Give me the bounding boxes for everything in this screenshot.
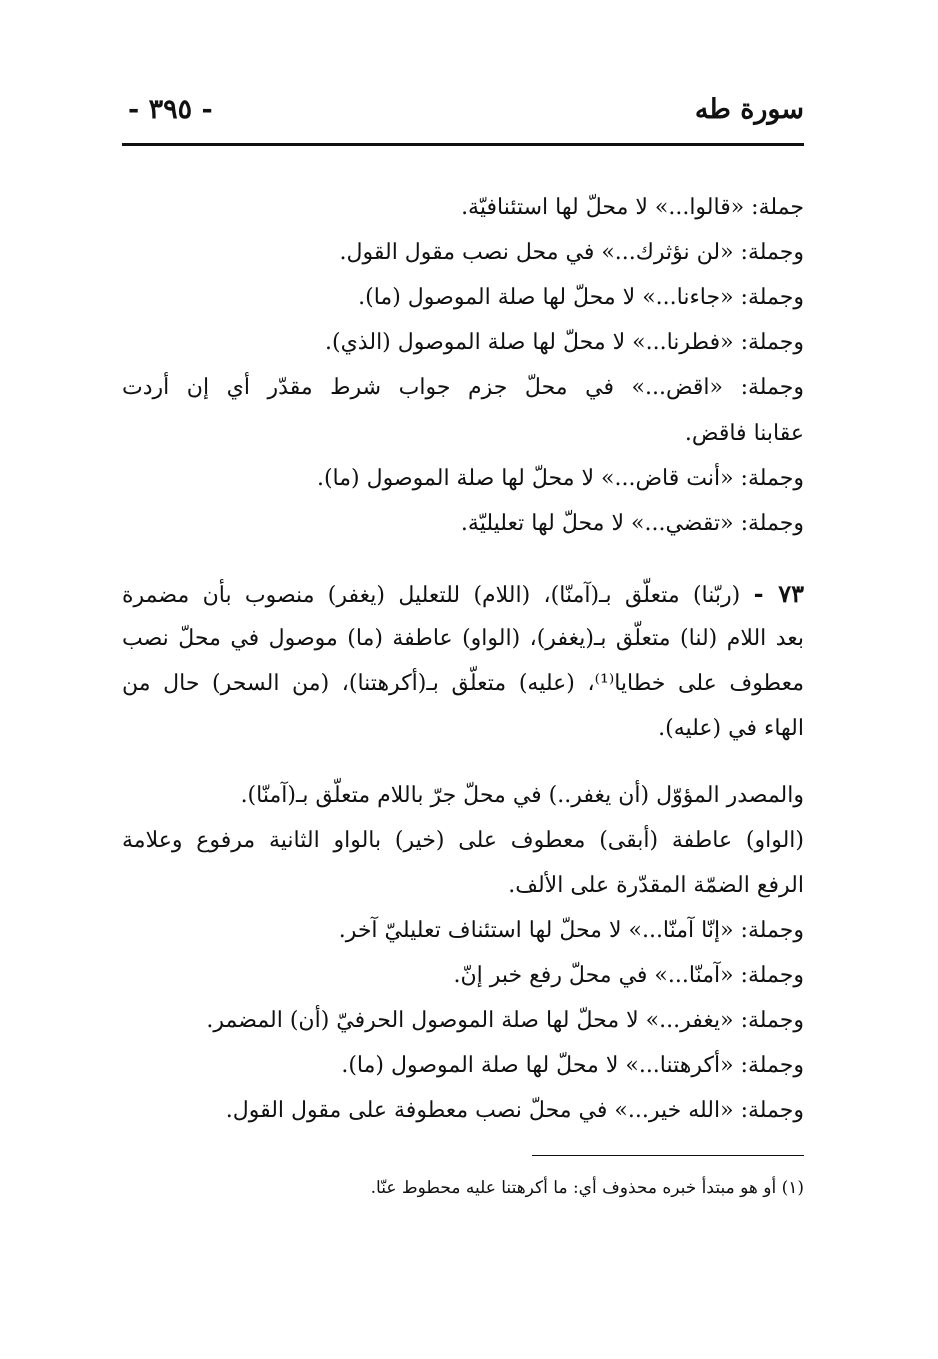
page-number: - ٣٩٥ - — [128, 94, 213, 125]
text-line: وجملة: «أنت قاض...» لا محلّ لها صلة الموصول (ما). — [316, 466, 804, 491]
text-line: وجملة: «تقضي...» لا محلّ لها تعليليّة. — [460, 511, 804, 536]
surah-title: سورة طه — [694, 94, 804, 125]
text-line: وجملة: «اقض...» في محلّ جزم جواب شرط مقدّر أي إن أردت — [122, 375, 804, 400]
text-line: وجملة: «إنّا آمنّا...» لا محلّ لها استئناف تعليليّ آخر. — [338, 918, 804, 943]
text-line: بعد اللام (لنا) متعلّق بـ(يغفر)، (الواو) عاطفة (ما) موصول في محلّ نصب — [122, 626, 804, 651]
text-line: وجملة: «أكرهتنا...» لا محلّ لها صلة الموصول (ما). — [341, 1053, 804, 1078]
page-header — [122, 94, 804, 134]
text-line: وجملة: «آمنّا...» في محلّ رفع خبر إنّ. — [453, 963, 804, 988]
text-line: الرفع الضمّة المقدّرة على الألف. — [508, 873, 804, 898]
text-line: (الواو) عاطفة (أبقى) معطوف على (خير) بالواو الثانية مرفوع وعلامة — [122, 828, 804, 853]
header-rule — [122, 143, 804, 146]
text-line: والمصدر المؤوّل (أن يغفر..) في محلّ جرّ باللام متعلّق بـ(آمنّا). — [240, 783, 804, 808]
verse-number: ٧٣ - — [753, 579, 805, 608]
text-line: عقابنا فاقض. — [684, 421, 804, 446]
footnote-rule — [532, 1155, 804, 1156]
text-line: جملة: «قالوا...» لا محلّ لها استئنافيّة. — [461, 195, 804, 220]
text-line: وجملة: «الله خير...» في محلّ نصب معطوفة على مقول القول. — [225, 1098, 804, 1123]
text-line: الهاء في (عليه). — [658, 716, 804, 741]
verse-text: (ربّنا) متعلّق بـ(آمنّا)، (اللام) للتعليل (يغفر) منصوب بأن مضمرة — [122, 583, 741, 608]
text-line: معطوف على خطايا⁽¹⁾، (عليه) متعلّق بـ(أكرهتنا)، (من السحر) حال من — [122, 671, 804, 696]
text-line: وجملة: «فطرنا...» لا محلّ لها صلة الموصول (الذي). — [325, 330, 804, 355]
footnote: (١) أو هو مبتدأ خبره محذوف أي: ما أكرهتنا عليه محطوط عنّا. — [370, 1178, 804, 1198]
text-line: وجملة: «يغفر...» لا محلّ لها صلة الموصول الحرفيّ (أن) المضمر. — [206, 1008, 804, 1033]
text-line: وجملة: «جاءنا...» لا محلّ لها صلة الموصول (ما). — [358, 285, 804, 310]
verse-line — [122, 574, 804, 616]
text-line: وجملة: «لن نؤثرك...» في محل نصب مقول القول. — [339, 240, 804, 265]
